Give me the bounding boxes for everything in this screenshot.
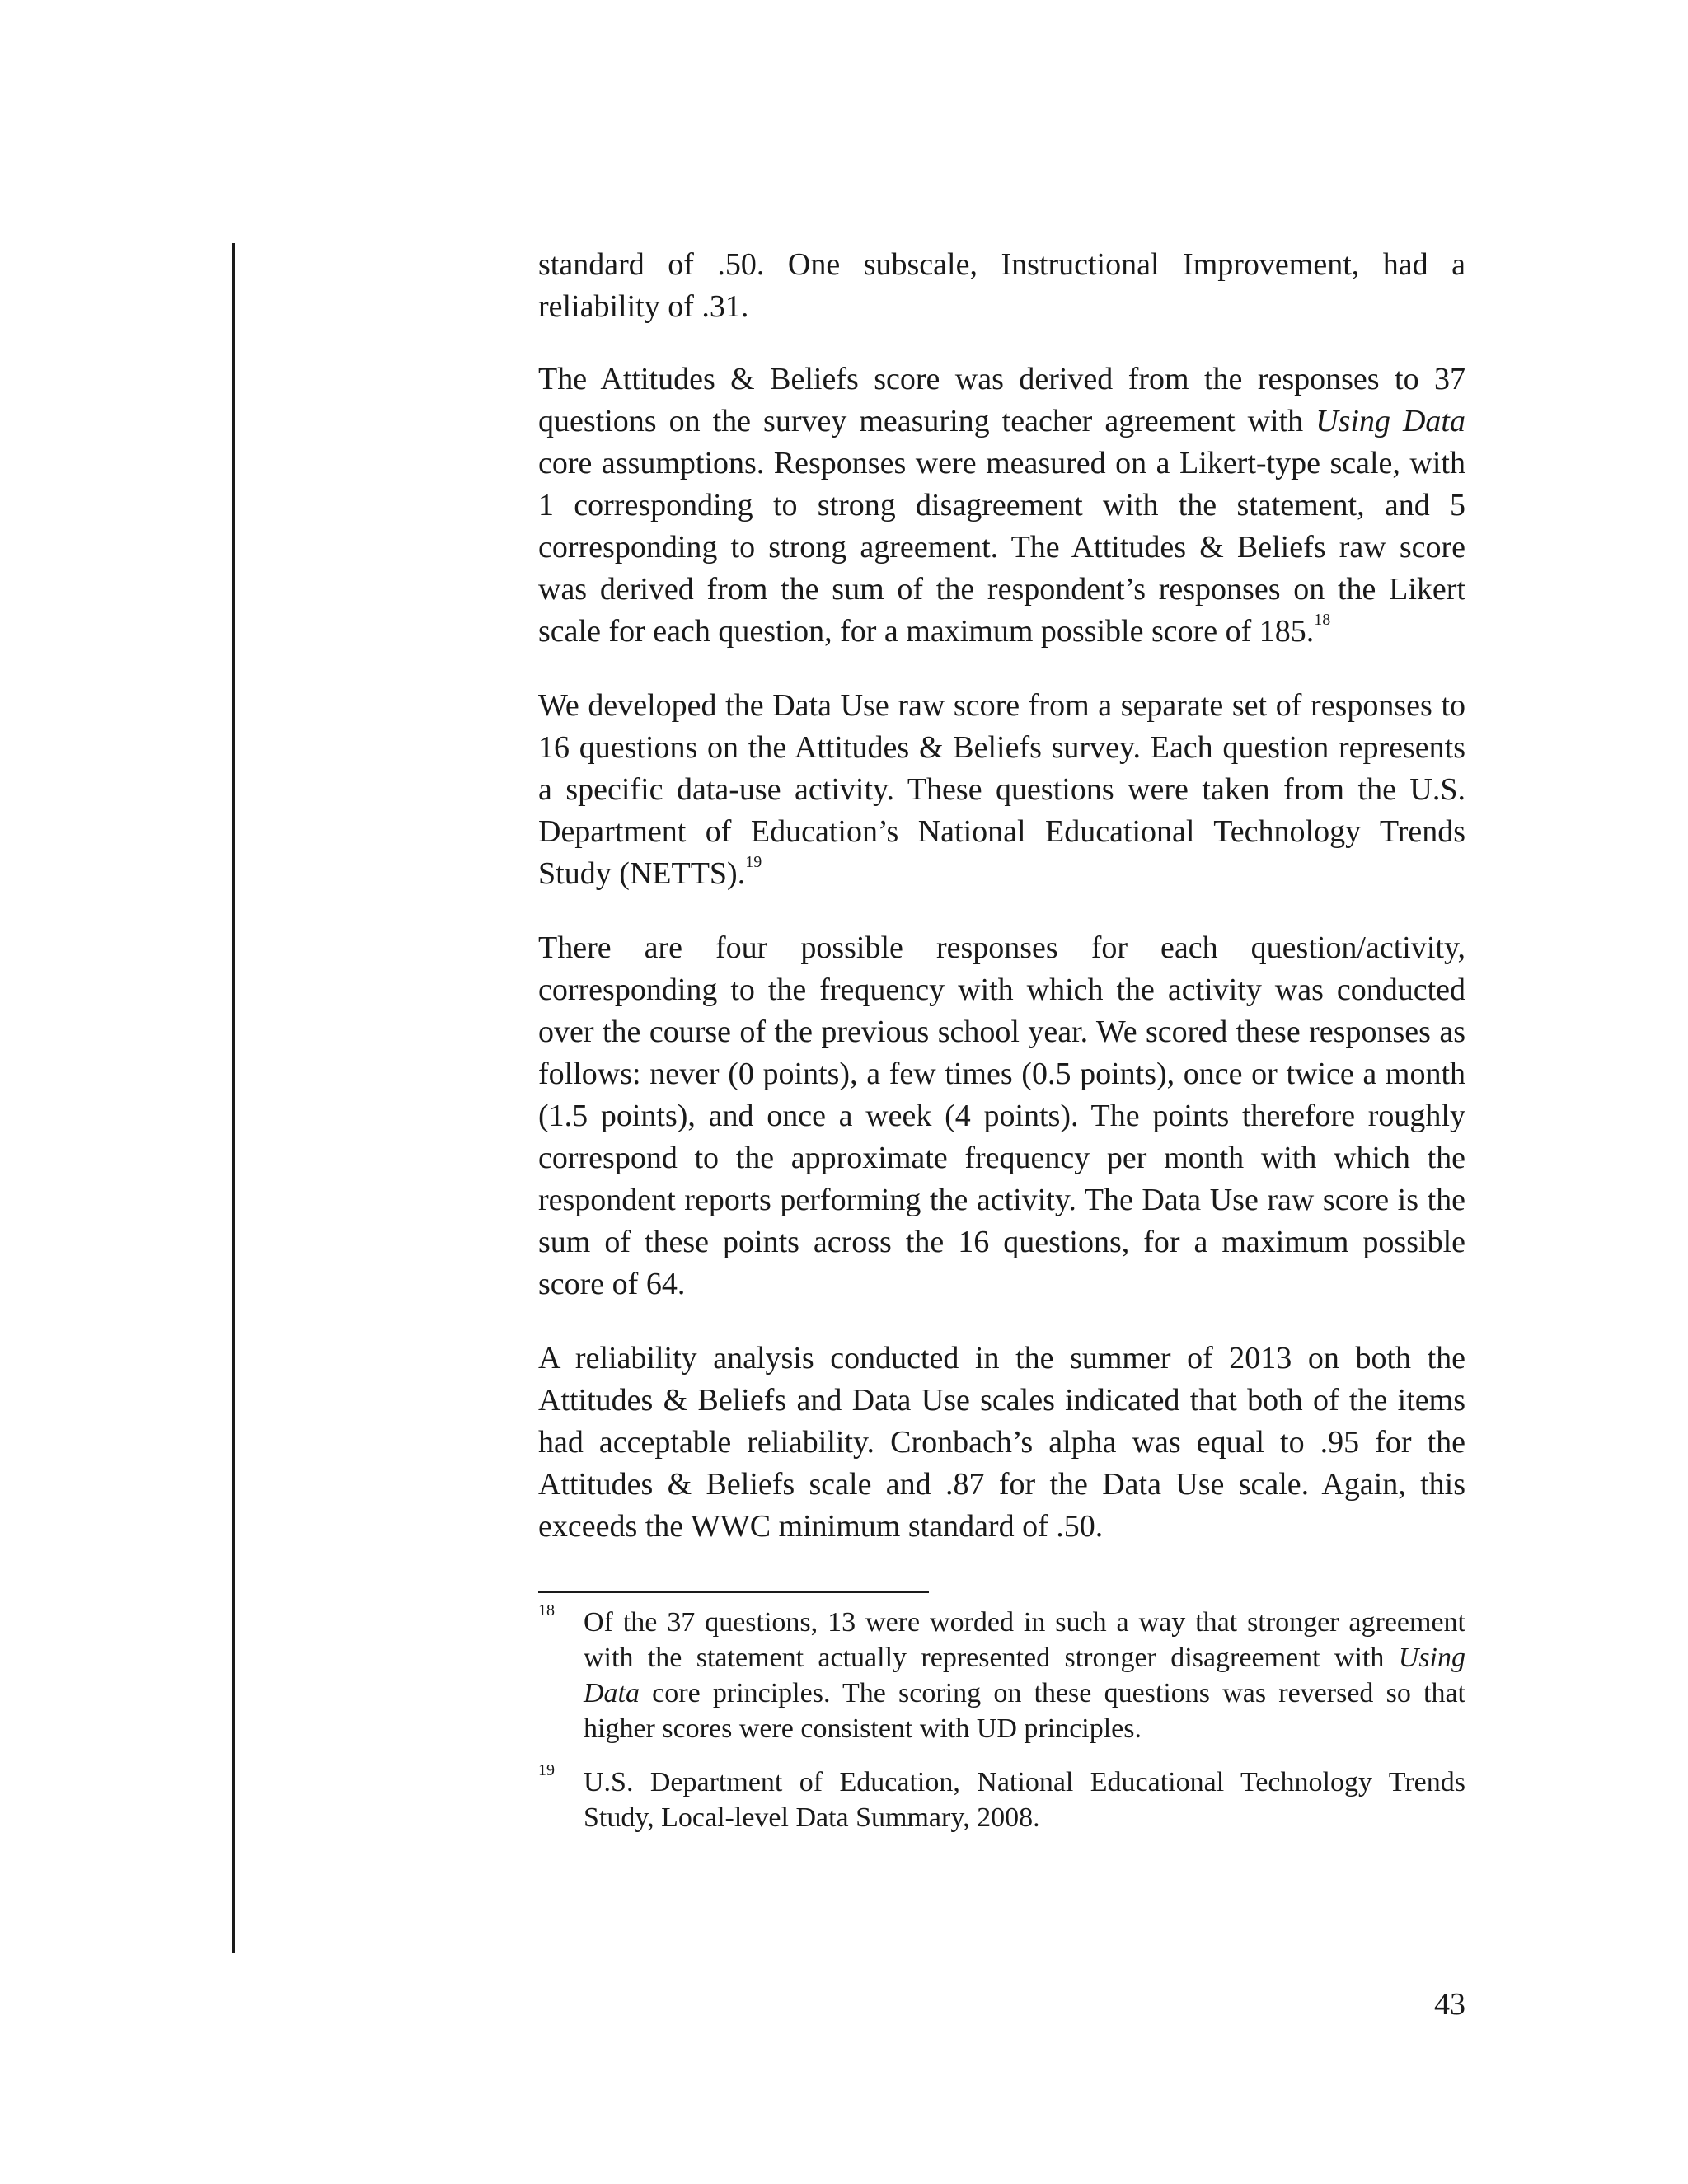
paragraph-3-text: We developed the Data Use raw score from a separate set of responses to 16 questions on the Attitudes & Beliefs survey. Each question represents a specific data-use activity. These questions were taken from the U.S. Department of Education’s National Educational Technology Trends Study (NETTS). [538,688,1465,891]
footnote-marker: 18 [538,1601,555,1619]
paragraph-5: A reliability analysis conducted in the summer of 2013 on both the Attitudes & Beliefs and Data Use scales indicated that both of the items had acceptable reliability. Cronbach’s alpha was equal to .95 for the Attitudes & Beliefs scale and .87 for the Data Use scale. Again, this exceeds the WWC minimum standard of .50. [538,1341,1465,1544]
paragraph-2-text-a: The Attitudes & Beliefs score was derived from the responses to 37 questions on the survey measuring teacher agreement with [538,362,1465,438]
paragraph-2 [538,359,1465,653]
footnote-ref-18[interactable]: 18 [1314,611,1331,629]
page-number: 43 [1434,1987,1465,2022]
paragraph-2-text-b: core assumptions. Responses were measured on a Likert-type scale, with 1 corresponding to strong disagreement with the statement, and 5 corresponding to strong agreement. The Attitudes & Beliefs raw score was derived from the sum of the respondent’s responses on the Likert scale for each question, for a maximum possible score of 185. [538,446,1465,649]
page-content [538,244,1465,1854]
footnote-ref-19[interactable]: 19 [745,853,762,871]
paragraph-3 [538,685,1465,895]
margin-rule [232,243,235,1953]
footnote-text: U.S. Department of Education, National Educational Technology Trends Study, Local-level Data Summary, 2008. [584,1767,1465,1833]
paragraph-4: There are four possible responses for each question/activity, corresponding to the frequency with which the activity was conducted over the course of the previous school year. We scored these responses as follows: never (0 points), a few times (0.5 points), once or twice a month (1.5 points), and once a week (4 points). The points therefore roughly correspond to the approximate frequency per month with which the respondent reports performing the activity. The Data Use raw score is the sum of these points across the 16 questions, for a maximum possible score of 64. [538,930,1465,1301]
footnote-text [584,1605,1465,1746]
footnote-18-italic: Using Data [584,1643,1465,1708]
footnote-19 [538,1761,1465,1835]
footnote-18-text-a: Of the 37 questions, 13 were worded in such a way that stronger agreement with the statement actually represented stronger disagreement with [584,1607,1465,1673]
footnote-18-text-b: core principles. The scoring on these questions was reversed so that higher scores were consistent with UD principles. [584,1678,1465,1744]
paragraph-1: standard of .50. One subscale, Instructional Improvement, had a reliability of .31. [538,247,1465,324]
paragraph-2-italic: Using Data [1315,404,1465,438]
footnote-marker: 19 [538,1761,555,1779]
footnote-separator [538,1591,929,1593]
footnote-18 [538,1601,1465,1746]
